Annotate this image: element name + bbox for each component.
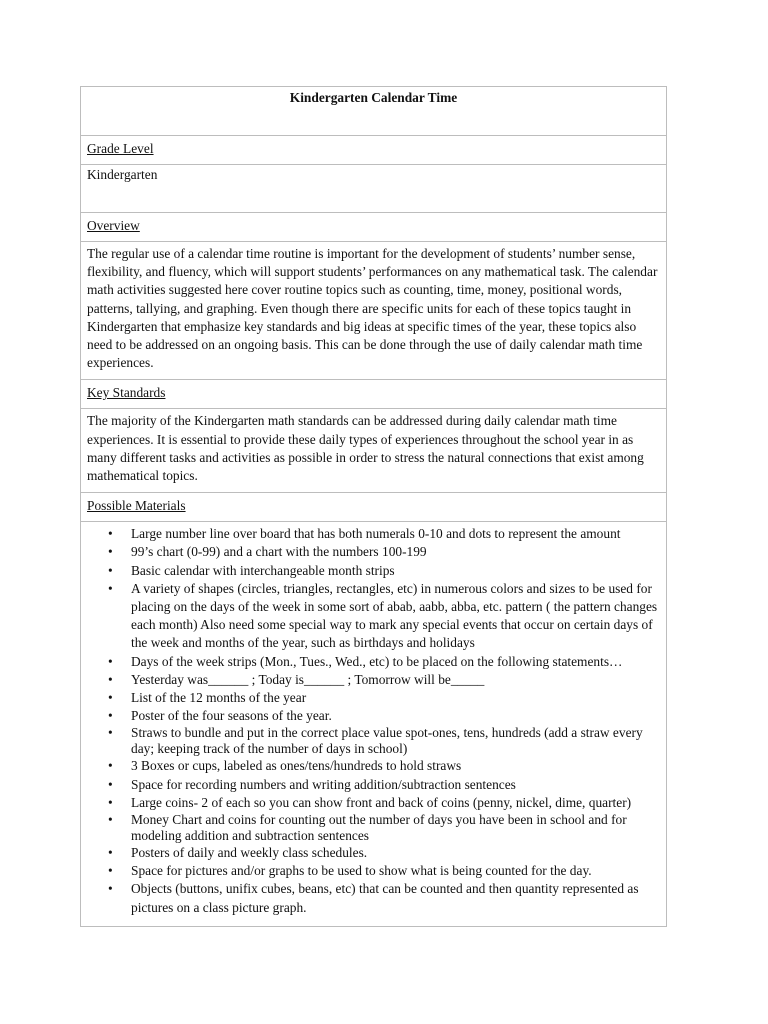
materials-list-cell: [81, 522, 667, 927]
document-table: [80, 86, 667, 927]
title-row: [81, 87, 667, 136]
materials-heading-cell: [81, 493, 667, 522]
grade-level-value-row: [81, 165, 667, 213]
key-standards-text-cell: [81, 409, 667, 493]
overview-heading-cell: [81, 213, 667, 242]
overview-heading-row: [81, 213, 667, 242]
title-cell: [81, 87, 667, 136]
materials-list: [87, 525, 660, 917]
key-standards-heading-cell: [81, 380, 667, 409]
list-item: • Space for recording numbers and writing addition/subtraction sentences: [131, 776, 660, 794]
overview-text-cell: [81, 242, 667, 380]
grade-level-value: Kindergarten: [87, 167, 158, 182]
list-item: • Posters of daily and weekly class schedules.: [131, 844, 660, 862]
list-item: • Money Chart and coins for counting out the number of days you have been in school and for modeling addition and subtraction sentences: [131, 812, 660, 844]
materials-list-row: [81, 522, 667, 927]
list-item: • Objects (buttons, unifix cubes, beans, etc) that can be counted and then quantity represented as pictures on a class picture graph.: [131, 880, 660, 916]
list-item: • Space for pictures and/or graphs to be used to show what is being counted for the day.: [131, 862, 660, 880]
materials-heading-row: [81, 493, 667, 522]
materials-heading: Possible Materials: [87, 498, 186, 514]
overview-text: The regular use of a calendar time routine is important for the development of students’ number sense, flexibility, and fluency, which will support students’ performances on any mathematical task. The calendar math activities suggested here cover routine topics such as counting, time, money, positional words, patterns, tallying, and graphing. Even though there are specific units for each of these topics taught in Kindergarten that emphasize key standards and big ideas at specific times of the year, these topics also need to be addressed on an ongoing basis. This can be done through the use of daily calendar math time experiences.: [87, 246, 658, 371]
key-standards-text: The majority of the Kindergarten math standards can be addressed during daily calendar math time experiences. It is essential to provide these daily types of experiences throughout the school year in as many different tasks and activities as possible in order to stress the natural connections that exist among mathematical topics.: [87, 413, 644, 484]
list-item: • Yesterday was______ ; Today is______ ; Tomorrow will be_____: [131, 671, 660, 689]
key-standards-heading-row: [81, 380, 667, 409]
overview-heading: Overview: [87, 218, 140, 233]
list-item: • Days of the week strips (Mon., Tues., Wed., etc) to be placed on the following statements…: [131, 653, 660, 671]
overview-text-row: [81, 242, 667, 380]
grade-level-heading: Grade Level: [87, 141, 154, 156]
list-item: • A variety of shapes (circles, triangles, rectangles, etc) in numerous colors and sizes to be used for placing on the days of the week in some sort of abab, aabb, abba, etc. pattern ( the pattern changes each month) Also need some special way to mark any special events that occur on certain days of the week and months of the year, such as birthdays and holidays: [131, 580, 660, 653]
grade-level-heading-cell: [81, 136, 667, 165]
list-item: • 3 Boxes or cups, labeled as ones/tens/hundreds to hold straws: [131, 757, 660, 775]
grade-level-heading-row: [81, 136, 667, 165]
grade-level-value-cell: [81, 165, 667, 213]
document-title: Kindergarten Calendar Time: [289, 90, 458, 105]
list-item: • Large number line over board that has both numerals 0-10 and dots to represent the amount: [131, 525, 660, 543]
list-item: • List of the 12 months of the year: [131, 689, 660, 707]
key-standards-text-row: [81, 409, 667, 493]
key-standards-heading: Key Standards: [87, 385, 166, 401]
list-item: • Basic calendar with interchangeable month strips: [131, 562, 660, 580]
list-item: • Straws to bundle and put in the correct place value spot-ones, tens, hundreds (add a straw every day; keeping track of the number of days in school): [131, 725, 660, 757]
list-item: • Poster of the four seasons of the year.: [131, 707, 660, 725]
list-item: • Large coins- 2 of each so you can show front and back of coins (penny, nickel, dime, quarter): [131, 794, 660, 812]
list-item: • 99’s chart (0-99) and a chart with the numbers 100-199: [131, 543, 660, 561]
